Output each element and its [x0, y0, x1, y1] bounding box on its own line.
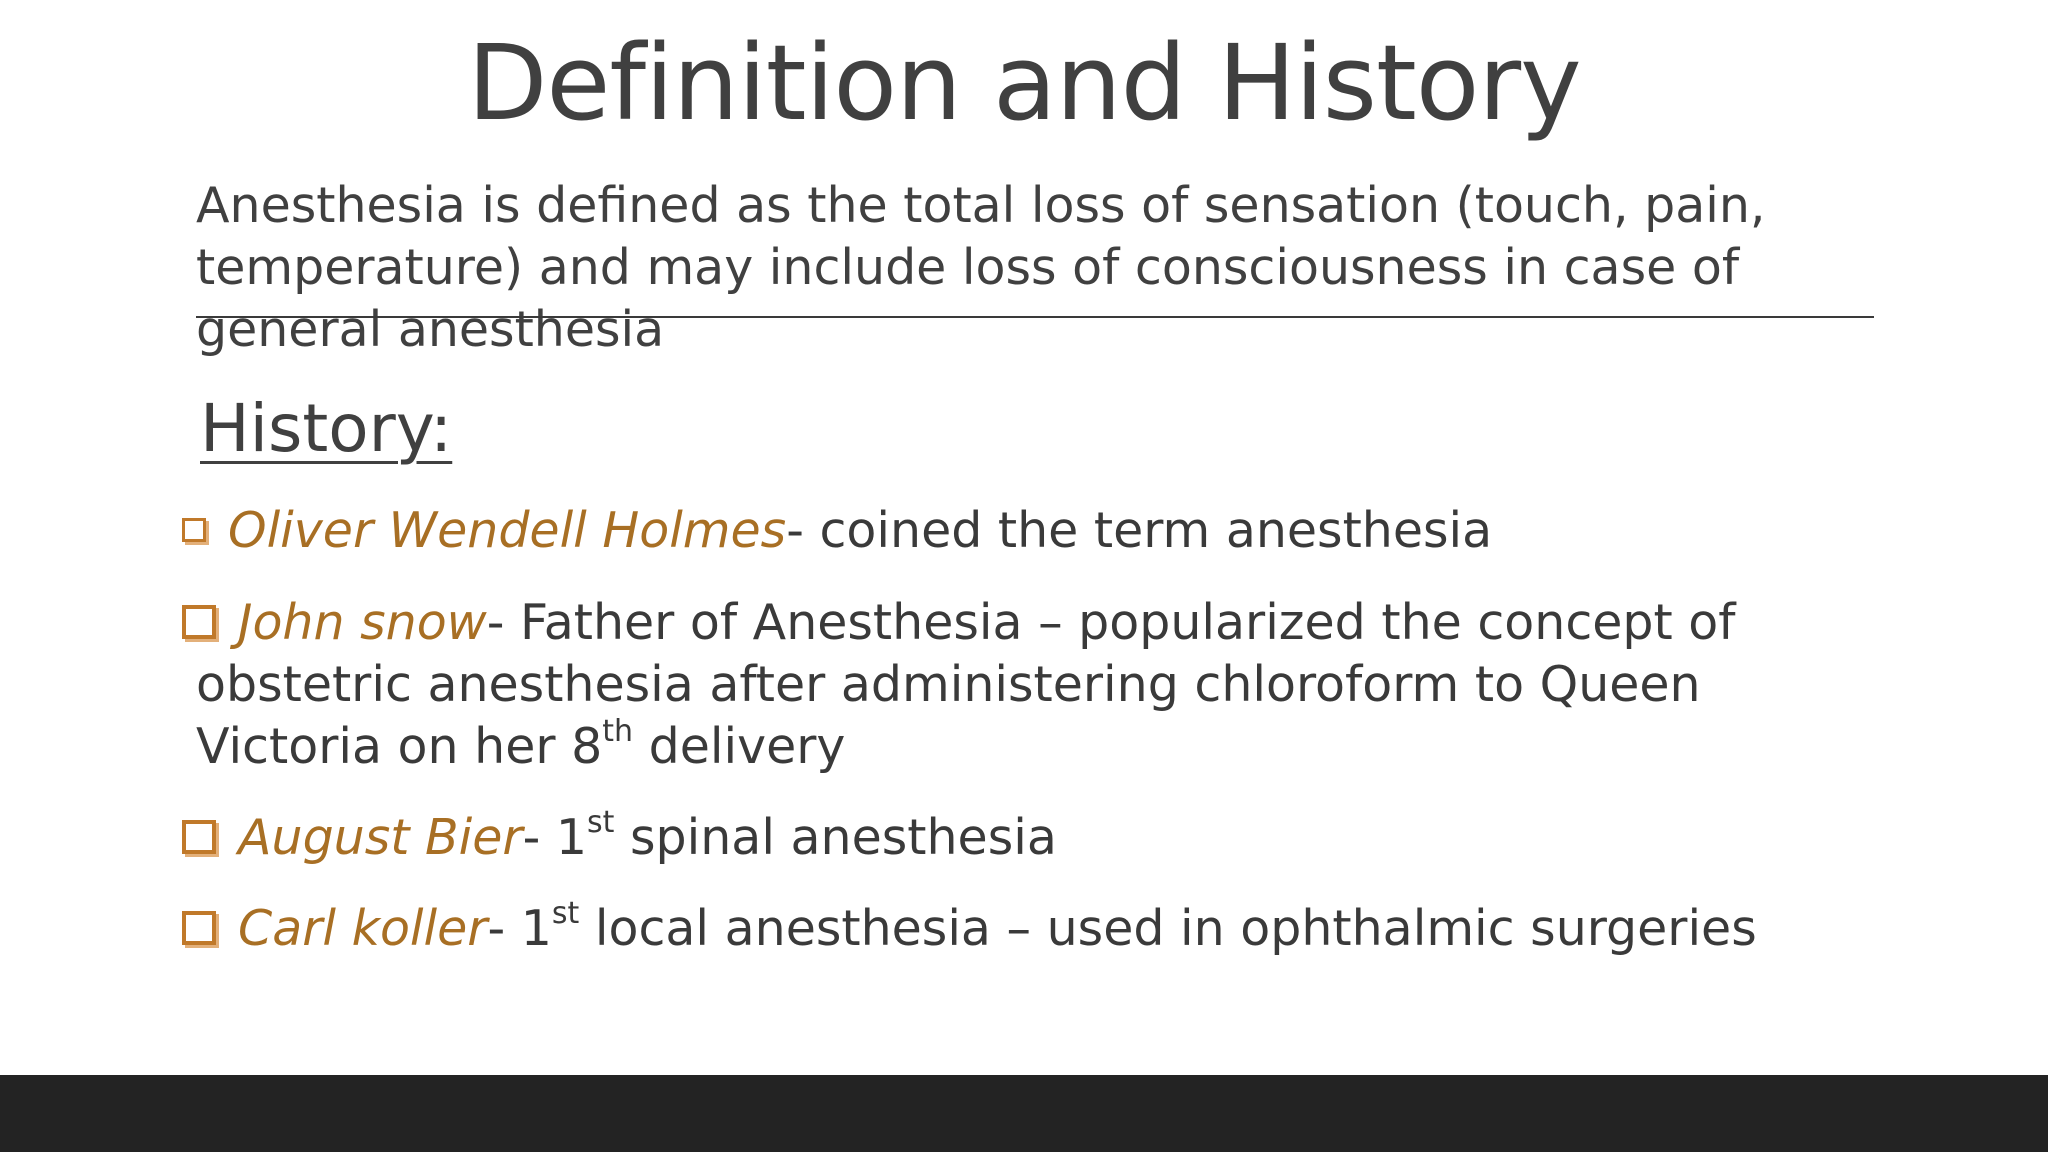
slide-title: Definition and History — [467, 22, 1581, 144]
item-text: - Father of Anesthesia – popularized the concept of — [486, 594, 1736, 651]
item-text-part: local anesthesia – used in ophthalmic surgeries — [579, 900, 1757, 957]
history-item-snow — [182, 592, 1882, 778]
history-heading: History: — [200, 390, 453, 467]
person-name: August Bier — [238, 809, 523, 866]
definition-text: Anesthesia is defined as the total loss of sensation (touch, pain, temperature) and may include loss of consciousness in case of general anesthesia — [196, 177, 1766, 358]
item-text-part: - 1 — [487, 900, 552, 957]
history-item-bier — [182, 807, 1882, 869]
person-name: Oliver Wendell Holmes — [228, 502, 787, 559]
item-text-continued: obstetric anesthesia after administering chloroform to Queen — [196, 656, 1701, 713]
item-text-part: Victoria on her 8 — [196, 718, 603, 775]
person-name: John snow — [238, 594, 487, 651]
item-text-continued — [182, 716, 1882, 778]
history-item-holmes — [182, 500, 1882, 562]
item-text-part: - 1 — [522, 809, 588, 866]
hollow-square-bullet-icon — [182, 820, 216, 854]
superscript: st — [551, 896, 580, 931]
footer-bar — [0, 1075, 2048, 1152]
hollow-square-bullet-icon — [182, 605, 216, 639]
hollow-square-bullet-icon — [182, 518, 206, 542]
superscript: st — [587, 805, 615, 840]
history-item-koller — [182, 898, 1882, 960]
person-name: Carl koller — [238, 900, 488, 957]
hollow-square-bullet-icon — [182, 911, 216, 945]
item-text-part: spinal anesthesia — [614, 809, 1057, 866]
superscript: th — [602, 714, 634, 749]
item-text-part: delivery — [633, 718, 846, 775]
divider-line — [196, 316, 1874, 318]
item-text: - coined the term anesthesia — [786, 502, 1493, 559]
